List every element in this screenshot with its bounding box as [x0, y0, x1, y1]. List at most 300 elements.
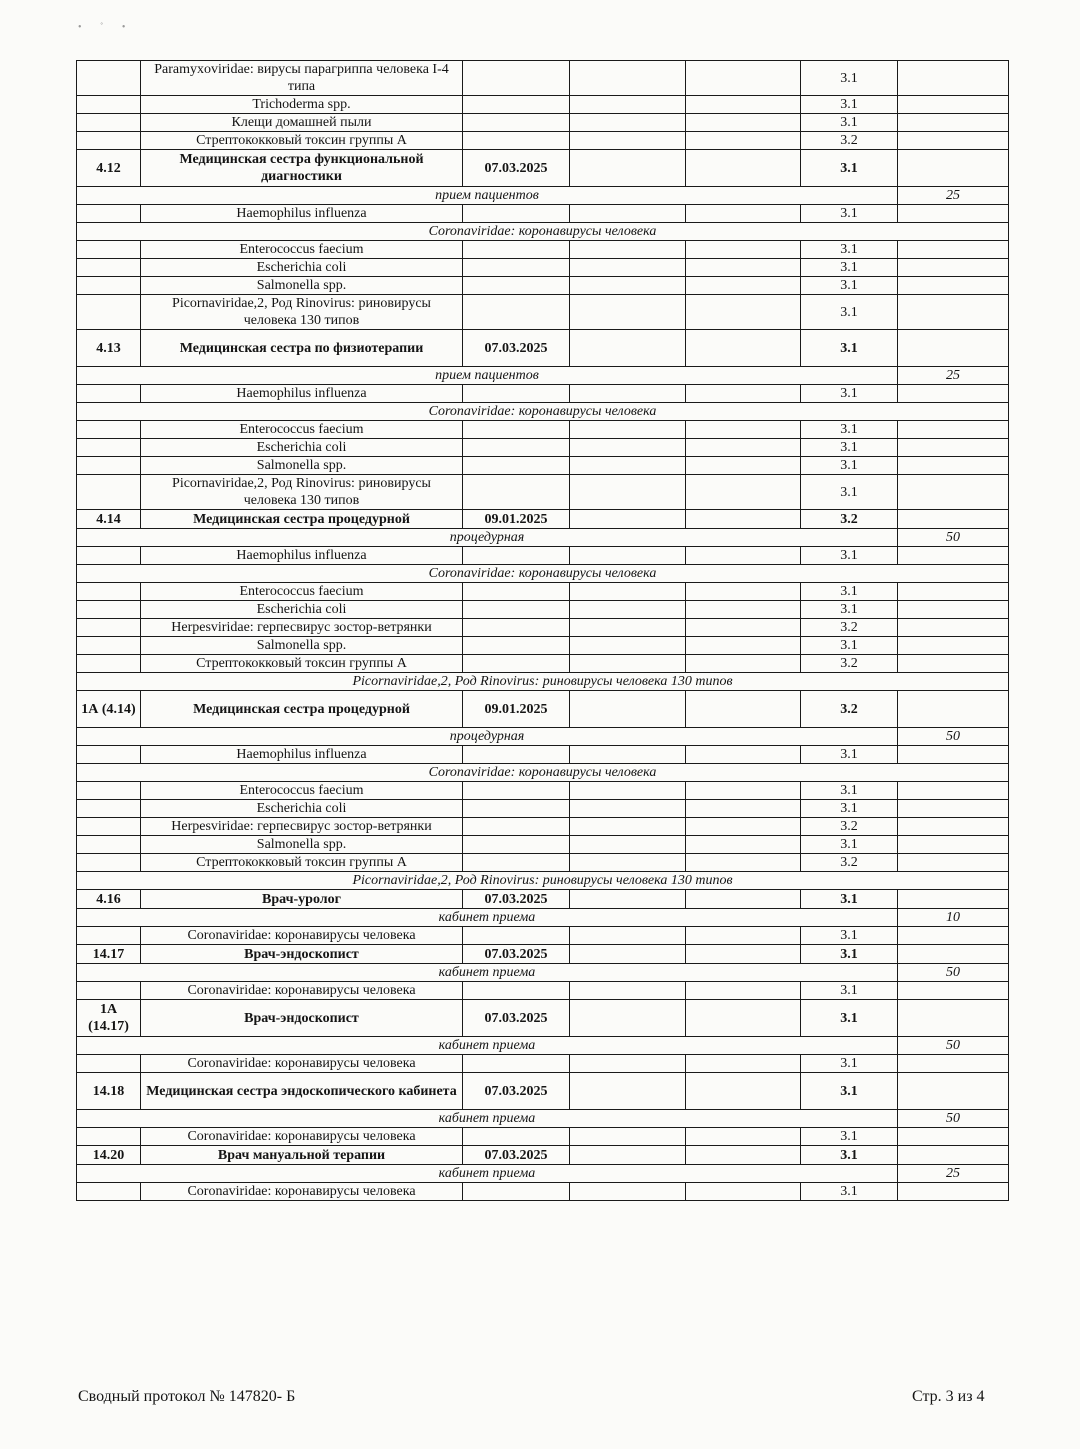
- empty-cell: [898, 61, 1009, 96]
- workplace-name: процедурная: [77, 728, 898, 746]
- agent-row: [77, 836, 1009, 854]
- empty-cell: [686, 114, 801, 132]
- empty-cell: [570, 691, 686, 728]
- empty-cell: [463, 800, 570, 818]
- hazard-class: 3.1: [801, 1183, 898, 1201]
- assessment-date: 07.03.2025: [463, 890, 570, 909]
- agent-row: [77, 655, 1009, 673]
- position-header-row: [77, 1000, 1009, 1037]
- workplace-name: кабинет приема: [77, 1110, 898, 1128]
- empty-cell: [898, 637, 1009, 655]
- empty-cell: [686, 836, 801, 854]
- empty-cell: [77, 818, 141, 836]
- agent-name: Haemophilus influenza: [141, 547, 463, 565]
- empty-cell: [570, 205, 686, 223]
- empty-cell: [686, 691, 801, 728]
- workplace-count: 10: [898, 909, 1009, 927]
- agent-name: Salmonella spp.: [141, 457, 463, 475]
- hazard-class: 3.1: [801, 385, 898, 403]
- empty-cell: [570, 295, 686, 330]
- empty-cell: [570, 259, 686, 277]
- empty-cell: [686, 1073, 801, 1110]
- empty-cell: [898, 854, 1009, 872]
- agent-name: Haemophilus influenza: [141, 385, 463, 403]
- empty-cell: [898, 1055, 1009, 1073]
- empty-cell: [686, 782, 801, 800]
- agent-row: [77, 1055, 1009, 1073]
- agent-name: Enterococcus faecium: [141, 782, 463, 800]
- hazard-class: 3.1: [801, 945, 898, 964]
- workplace-count: 50: [898, 1110, 1009, 1128]
- empty-cell: [686, 854, 801, 872]
- empty-cell: [77, 1183, 141, 1201]
- agent-name: Coronaviridae: коронавирусы человека: [141, 1128, 463, 1146]
- agent-name: Стрептококковый токсин группы А: [141, 132, 463, 150]
- empty-cell: [463, 782, 570, 800]
- empty-cell: [686, 547, 801, 565]
- workplace-row: [77, 728, 1009, 746]
- agent-row: [77, 439, 1009, 457]
- assessment-date: 07.03.2025: [463, 150, 570, 187]
- agent-group-row: [77, 764, 1009, 782]
- agent-name: Escherichia coli: [141, 800, 463, 818]
- workplace-row: [77, 964, 1009, 982]
- empty-cell: [686, 259, 801, 277]
- agent-row: [77, 854, 1009, 872]
- agent-name: Стрептококковый токсин группы А: [141, 655, 463, 673]
- hazard-class: 3.1: [801, 96, 898, 114]
- empty-cell: [686, 132, 801, 150]
- agent-name: Клещи домашней пыли: [141, 114, 463, 132]
- position-header-row: [77, 890, 1009, 909]
- empty-cell: [686, 583, 801, 601]
- workplace-name: кабинет приема: [77, 1165, 898, 1183]
- empty-cell: [77, 259, 141, 277]
- position-name: Медицинская сестра процедурной: [141, 510, 463, 529]
- empty-cell: [570, 385, 686, 403]
- empty-cell: [570, 800, 686, 818]
- empty-cell: [686, 205, 801, 223]
- empty-cell: [463, 277, 570, 295]
- scan-specks: • ˚ •: [78, 22, 134, 33]
- empty-cell: [463, 637, 570, 655]
- empty-cell: [570, 114, 686, 132]
- workplace-name: прием пациентов: [77, 187, 898, 205]
- empty-cell: [686, 1146, 801, 1165]
- empty-cell: [570, 890, 686, 909]
- workplace-row: [77, 529, 1009, 547]
- agent-group-name: Picornaviridae,2, Род Rinovirus: риновирусы человека 130 типов: [77, 872, 1009, 890]
- empty-cell: [463, 114, 570, 132]
- hazard-class: 3.2: [801, 132, 898, 150]
- empty-cell: [898, 583, 1009, 601]
- workplace-count: 25: [898, 1165, 1009, 1183]
- empty-cell: [570, 96, 686, 114]
- position-number: 14.20: [77, 1146, 141, 1165]
- empty-cell: [686, 241, 801, 259]
- agent-row: [77, 637, 1009, 655]
- empty-cell: [898, 385, 1009, 403]
- agent-name: Escherichia coli: [141, 439, 463, 457]
- hazard-class: 3.1: [801, 475, 898, 510]
- empty-cell: [686, 421, 801, 439]
- position-name: Медицинская сестра эндоскопического кабинета: [141, 1073, 463, 1110]
- empty-cell: [570, 132, 686, 150]
- empty-cell: [686, 150, 801, 187]
- empty-cell: [686, 330, 801, 367]
- empty-cell: [77, 547, 141, 565]
- empty-cell: [463, 818, 570, 836]
- empty-cell: [77, 1055, 141, 1073]
- agent-name: Trichoderma spp.: [141, 96, 463, 114]
- empty-cell: [898, 1128, 1009, 1146]
- agent-name: Coronaviridae: коронавирусы человека: [141, 982, 463, 1000]
- assessment-date: 09.01.2025: [463, 691, 570, 728]
- empty-cell: [686, 927, 801, 945]
- empty-cell: [77, 132, 141, 150]
- empty-cell: [898, 818, 1009, 836]
- agent-name: Picornaviridae,2, Род Rinovirus: риновирусы человека 130 типов: [141, 475, 463, 510]
- empty-cell: [898, 421, 1009, 439]
- hazard-class: 3.1: [801, 1000, 898, 1037]
- empty-cell: [898, 510, 1009, 529]
- empty-cell: [686, 385, 801, 403]
- position-name: Медицинская сестра процедурной: [141, 691, 463, 728]
- position-number: 1А (14.17): [77, 1000, 141, 1037]
- empty-cell: [686, 800, 801, 818]
- agent-row: [77, 619, 1009, 637]
- empty-cell: [570, 1000, 686, 1037]
- hazard-class: 3.2: [801, 854, 898, 872]
- empty-cell: [898, 475, 1009, 510]
- empty-cell: [570, 1128, 686, 1146]
- empty-cell: [898, 439, 1009, 457]
- workplace-row: [77, 367, 1009, 385]
- agent-row: [77, 205, 1009, 223]
- agent-group-row: [77, 223, 1009, 241]
- empty-cell: [570, 746, 686, 764]
- hazard-class: 3.1: [801, 295, 898, 330]
- hazard-class: 3.1: [801, 583, 898, 601]
- empty-cell: [463, 583, 570, 601]
- empty-cell: [898, 259, 1009, 277]
- agent-row: [77, 782, 1009, 800]
- empty-cell: [463, 385, 570, 403]
- assessment-date: 07.03.2025: [463, 330, 570, 367]
- empty-cell: [463, 547, 570, 565]
- hazard-class: 3.1: [801, 150, 898, 187]
- workplace-name: прием пациентов: [77, 367, 898, 385]
- hazard-class: 3.2: [801, 510, 898, 529]
- hazard-class: 3.1: [801, 547, 898, 565]
- agent-group-row: [77, 565, 1009, 583]
- agent-group-name: Coronaviridae: коронавирусы человека: [77, 403, 1009, 421]
- empty-cell: [898, 890, 1009, 909]
- position-name: Врач-уролог: [141, 890, 463, 909]
- position-number: 4.12: [77, 150, 141, 187]
- empty-cell: [463, 421, 570, 439]
- empty-cell: [570, 421, 686, 439]
- agent-row: [77, 295, 1009, 330]
- agent-row: [77, 421, 1009, 439]
- empty-cell: [898, 150, 1009, 187]
- position-header-row: [77, 1073, 1009, 1110]
- agent-row: [77, 1128, 1009, 1146]
- agent-row: [77, 457, 1009, 475]
- hazard-class: 3.1: [801, 601, 898, 619]
- agent-name: Enterococcus faecium: [141, 241, 463, 259]
- position-number: 4.13: [77, 330, 141, 367]
- agent-name: Herpesviridae: герпесвирус зостор-ветрянки: [141, 619, 463, 637]
- position-number: 14.17: [77, 945, 141, 964]
- agent-name: Picornaviridae,2, Род Rinovirus: риновирусы человека 130 типов: [141, 295, 463, 330]
- hazard-class: 3.1: [801, 421, 898, 439]
- agent-row: [77, 96, 1009, 114]
- empty-cell: [570, 782, 686, 800]
- empty-cell: [77, 836, 141, 854]
- hazard-class: 3.2: [801, 818, 898, 836]
- empty-cell: [570, 1146, 686, 1165]
- empty-cell: [898, 277, 1009, 295]
- empty-cell: [898, 655, 1009, 673]
- empty-cell: [570, 818, 686, 836]
- position-number: 4.16: [77, 890, 141, 909]
- assessment-date: 07.03.2025: [463, 945, 570, 964]
- hazard-class: 3.1: [801, 836, 898, 854]
- empty-cell: [686, 746, 801, 764]
- position-name: Медицинская сестра функциональной диагностики: [141, 150, 463, 187]
- hazard-class: 3.1: [801, 927, 898, 945]
- agent-group-name: Coronaviridae: коронавирусы человека: [77, 764, 1009, 782]
- empty-cell: [898, 691, 1009, 728]
- empty-cell: [77, 800, 141, 818]
- hazard-class: 3.1: [801, 330, 898, 367]
- position-number: 14.18: [77, 1073, 141, 1110]
- agent-group-row: [77, 403, 1009, 421]
- empty-cell: [77, 96, 141, 114]
- page-number: Стр. 3 из 4: [912, 1388, 985, 1405]
- agent-name: Coronaviridae: коронавирусы человека: [141, 1183, 463, 1201]
- empty-cell: [463, 205, 570, 223]
- empty-cell: [463, 854, 570, 872]
- agent-row: [77, 800, 1009, 818]
- empty-cell: [463, 836, 570, 854]
- empty-cell: [898, 619, 1009, 637]
- agent-row: [77, 277, 1009, 295]
- agent-row: [77, 114, 1009, 132]
- empty-cell: [77, 655, 141, 673]
- empty-cell: [463, 132, 570, 150]
- empty-cell: [570, 61, 686, 96]
- empty-cell: [463, 61, 570, 96]
- agent-row: [77, 818, 1009, 836]
- empty-cell: [77, 241, 141, 259]
- empty-cell: [463, 1183, 570, 1201]
- empty-cell: [898, 132, 1009, 150]
- hazard-class: 3.1: [801, 782, 898, 800]
- hazard-class: 3.1: [801, 890, 898, 909]
- empty-cell: [463, 655, 570, 673]
- empty-cell: [570, 619, 686, 637]
- position-header-row: [77, 945, 1009, 964]
- empty-cell: [77, 61, 141, 96]
- hazard-class: 3.1: [801, 114, 898, 132]
- agent-name: Salmonella spp.: [141, 277, 463, 295]
- agent-name: Paramyxoviridae: вирусы парагриппа человека I-4 типа: [141, 61, 463, 96]
- agent-row: [77, 259, 1009, 277]
- empty-cell: [898, 782, 1009, 800]
- empty-cell: [570, 1183, 686, 1201]
- empty-cell: [686, 655, 801, 673]
- empty-cell: [898, 241, 1009, 259]
- empty-cell: [686, 510, 801, 529]
- empty-cell: [463, 619, 570, 637]
- agent-row: [77, 746, 1009, 764]
- empty-cell: [686, 1055, 801, 1073]
- empty-cell: [463, 1055, 570, 1073]
- empty-cell: [570, 150, 686, 187]
- empty-cell: [686, 277, 801, 295]
- empty-cell: [77, 277, 141, 295]
- empty-cell: [686, 890, 801, 909]
- empty-cell: [686, 61, 801, 96]
- empty-cell: [77, 782, 141, 800]
- empty-cell: [686, 818, 801, 836]
- protocol-table: [76, 60, 1009, 1201]
- empty-cell: [463, 439, 570, 457]
- workplace-name: кабинет приема: [77, 964, 898, 982]
- empty-cell: [686, 601, 801, 619]
- workplace-count: 25: [898, 367, 1009, 385]
- empty-cell: [463, 457, 570, 475]
- empty-cell: [570, 601, 686, 619]
- agent-group-row: [77, 872, 1009, 890]
- hazard-class: 3.1: [801, 205, 898, 223]
- empty-cell: [77, 982, 141, 1000]
- empty-cell: [686, 295, 801, 330]
- position-number: 4.14: [77, 510, 141, 529]
- agent-row: [77, 132, 1009, 150]
- empty-cell: [686, 945, 801, 964]
- agent-group-name: Coronaviridae: коронавирусы человека: [77, 223, 1009, 241]
- hazard-class: 3.2: [801, 655, 898, 673]
- agent-name: Escherichia coli: [141, 259, 463, 277]
- agent-row: [77, 61, 1009, 96]
- agent-row: [77, 601, 1009, 619]
- position-name: Врач-эндоскопист: [141, 1000, 463, 1037]
- position-header-row: [77, 1146, 1009, 1165]
- agent-group-name: Picornaviridae,2, Род Rinovirus: риновирусы человека 130 типов: [77, 673, 1009, 691]
- empty-cell: [570, 457, 686, 475]
- agent-name: Salmonella spp.: [141, 836, 463, 854]
- empty-cell: [570, 547, 686, 565]
- hazard-class: 3.1: [801, 277, 898, 295]
- position-header-row: [77, 330, 1009, 367]
- empty-cell: [463, 1128, 570, 1146]
- workplace-count: 50: [898, 529, 1009, 547]
- empty-cell: [77, 475, 141, 510]
- empty-cell: [77, 385, 141, 403]
- empty-cell: [570, 982, 686, 1000]
- empty-cell: [898, 96, 1009, 114]
- empty-cell: [463, 295, 570, 330]
- empty-cell: [77, 583, 141, 601]
- agent-name: Haemophilus influenza: [141, 205, 463, 223]
- empty-cell: [77, 854, 141, 872]
- hazard-class: 3.2: [801, 619, 898, 637]
- position-header-row: [77, 691, 1009, 728]
- workplace-name: кабинет приема: [77, 909, 898, 927]
- position-header-row: [77, 510, 1009, 529]
- workplace-count: 50: [898, 728, 1009, 746]
- workplace-name: процедурная: [77, 529, 898, 547]
- empty-cell: [898, 547, 1009, 565]
- empty-cell: [570, 1073, 686, 1110]
- empty-cell: [77, 439, 141, 457]
- empty-cell: [463, 259, 570, 277]
- empty-cell: [898, 1073, 1009, 1110]
- empty-cell: [77, 295, 141, 330]
- workplace-name: кабинет приема: [77, 1037, 898, 1055]
- empty-cell: [898, 945, 1009, 964]
- agent-name: Salmonella spp.: [141, 637, 463, 655]
- empty-cell: [77, 114, 141, 132]
- agent-name: Herpesviridae: герпесвирус зостор-ветрянки: [141, 818, 463, 836]
- empty-cell: [898, 330, 1009, 367]
- agent-row: [77, 385, 1009, 403]
- workplace-row: [77, 187, 1009, 205]
- empty-cell: [77, 619, 141, 637]
- empty-cell: [686, 1128, 801, 1146]
- agent-row: [77, 241, 1009, 259]
- empty-cell: [77, 927, 141, 945]
- empty-cell: [898, 114, 1009, 132]
- empty-cell: [77, 601, 141, 619]
- empty-cell: [570, 439, 686, 457]
- hazard-class: 3.1: [801, 1073, 898, 1110]
- empty-cell: [686, 439, 801, 457]
- empty-cell: [898, 927, 1009, 945]
- empty-cell: [77, 1128, 141, 1146]
- empty-cell: [570, 510, 686, 529]
- empty-cell: [686, 96, 801, 114]
- empty-cell: [898, 836, 1009, 854]
- empty-cell: [686, 457, 801, 475]
- empty-cell: [570, 927, 686, 945]
- empty-cell: [463, 241, 570, 259]
- hazard-class: 3.1: [801, 746, 898, 764]
- hazard-class: 3.1: [801, 457, 898, 475]
- empty-cell: [686, 475, 801, 510]
- hazard-class: 3.1: [801, 439, 898, 457]
- hazard-class: 3.1: [801, 1055, 898, 1073]
- agent-name: Escherichia coli: [141, 601, 463, 619]
- empty-cell: [570, 583, 686, 601]
- agent-row: [77, 1183, 1009, 1201]
- empty-cell: [898, 1146, 1009, 1165]
- empty-cell: [898, 205, 1009, 223]
- agent-row: [77, 547, 1009, 565]
- agent-row: [77, 982, 1009, 1000]
- empty-cell: [570, 836, 686, 854]
- empty-cell: [463, 96, 570, 114]
- position-number: 1А (4.14): [77, 691, 141, 728]
- workplace-count: 25: [898, 187, 1009, 205]
- workplace-row: [77, 1110, 1009, 1128]
- position-header-row: [77, 150, 1009, 187]
- workplace-row: [77, 909, 1009, 927]
- empty-cell: [570, 655, 686, 673]
